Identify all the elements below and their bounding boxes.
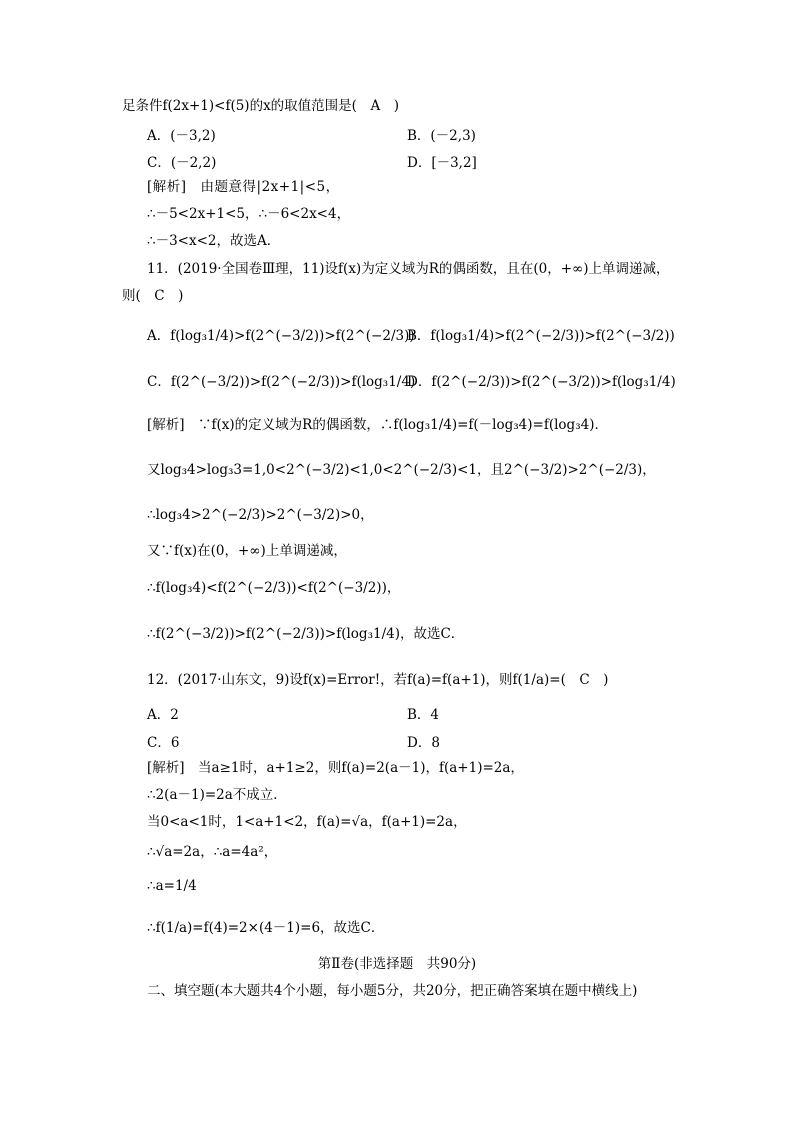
q10-option-d: D．[－3,2] — [407, 155, 477, 171]
q10-solution-line-3: ∴－3<x<2，故选A． — [147, 233, 281, 249]
q11-stem-line-2: 则( C ) — [122, 288, 184, 304]
q11-option-d: D．f(2^(−2/3))>f(2^(−3/2))>f(log₃1/4) — [407, 374, 676, 390]
q11-option-c: C．f(2^(−3/2))>f(2^(−2/3))>f(log₃1/4) — [147, 374, 416, 390]
q12-options-row-1 — [147, 703, 747, 723]
q10-options-row-1 — [147, 124, 747, 144]
q12-solution-line-1: [解析] 当a≥1时，a+1≥2，则f(a)=2(a－1)，f(a+1)=2a， — [147, 760, 524, 776]
q11-stem-line-1: 11．(2019·全国卷Ⅲ理，11)设f(x)为定义域为R的偶函数，且在(0，+∞)上单调递减， — [147, 261, 670, 277]
q10-option-b: B．(－2,3) — [407, 128, 476, 144]
q12-solution-line-3: 当0<a<1时，1<a+1<2，f(a)=√a，f(a+1)=2a， — [147, 814, 467, 830]
q11-options-row-2 — [147, 370, 747, 390]
q11-solution-line-2: 又log₃4>log₃3=1,0<2^(−3/2)<1,0<2^(−2/3)<1，且2^(−3/2)>2^(−2/3)， — [147, 462, 656, 478]
q11-option-b: B．f(log₃1/4)>f(2^(−2/3))>f(2^(−3/2)) — [407, 328, 675, 344]
q12-option-a: A．2 — [147, 707, 179, 723]
part2-instruction: 二、填空题(本大题共4个小题，每小题5分，共20分，把正确答案填在题中横线上) — [147, 983, 638, 999]
q10-option-a: A．(－3,2) — [147, 128, 216, 144]
q12-option-b: B．4 — [407, 707, 440, 723]
q12-solution-line-6: ∴f(1/a)=f(4)=2×(4－1)=6，故选C． — [147, 920, 385, 936]
q12-option-d: D．8 — [407, 735, 440, 751]
q11-solution-line-1: [解析] ∵f(x)的定义域为R的偶函数，∴f(log₃1/4)=f(－log₃4)=f(log₃4)． — [147, 417, 608, 433]
q12-options-row-2 — [147, 731, 747, 751]
q12-option-c: C．6 — [147, 735, 180, 751]
q11-solution-line-3: ∴log₃4>2^(−2/3)>2^(−3/2)>0， — [147, 507, 374, 523]
q11-solution-line-6: ∴f(2^(−3/2))>f(2^(−2/3))>f(log₃1/4)，故选C． — [147, 626, 465, 642]
q12-solution-line-4: ∴√a=2a，∴a=4a²， — [147, 844, 278, 860]
q10-solution-line-1: [解析] 由题意得|2x+1|<5， — [147, 179, 340, 195]
q12-solution-line-5: ∴a=1/4 — [147, 878, 197, 894]
q12-solution-line-2: ∴2(a－1)=2a不成立． — [147, 787, 287, 803]
q11-solution-line-5: ∴f(log₃4)<f(2^(−2/3))<f(2^(−3/2))， — [147, 580, 401, 596]
q10-option-c: C．(－2,2) — [147, 155, 217, 171]
q11-option-a: A．f(log₃1/4)>f(2^(−3/2))>f(2^(−2/3)) — [147, 328, 415, 344]
q10-stem: 足条件f(2x+1)<f(5)的x的取值范围是( A ) — [122, 98, 399, 114]
q10-solution-line-2: ∴－5<2x+1<5，∴－6<2x<4， — [147, 206, 351, 222]
part2-title: 第Ⅱ卷(非选择题 共90分) — [317, 956, 477, 972]
q11-options-row-1 — [147, 324, 747, 344]
q12-stem: 12．(2017·山东文，9)设f(x)=Error!，若f(a)=f(a+1)，则f(1/a)=( C ) — [147, 672, 609, 688]
q11-solution-line-4: 又∵f(x)在(0，+∞)上单调递减， — [147, 543, 347, 559]
q10-options-row-2 — [147, 151, 747, 171]
